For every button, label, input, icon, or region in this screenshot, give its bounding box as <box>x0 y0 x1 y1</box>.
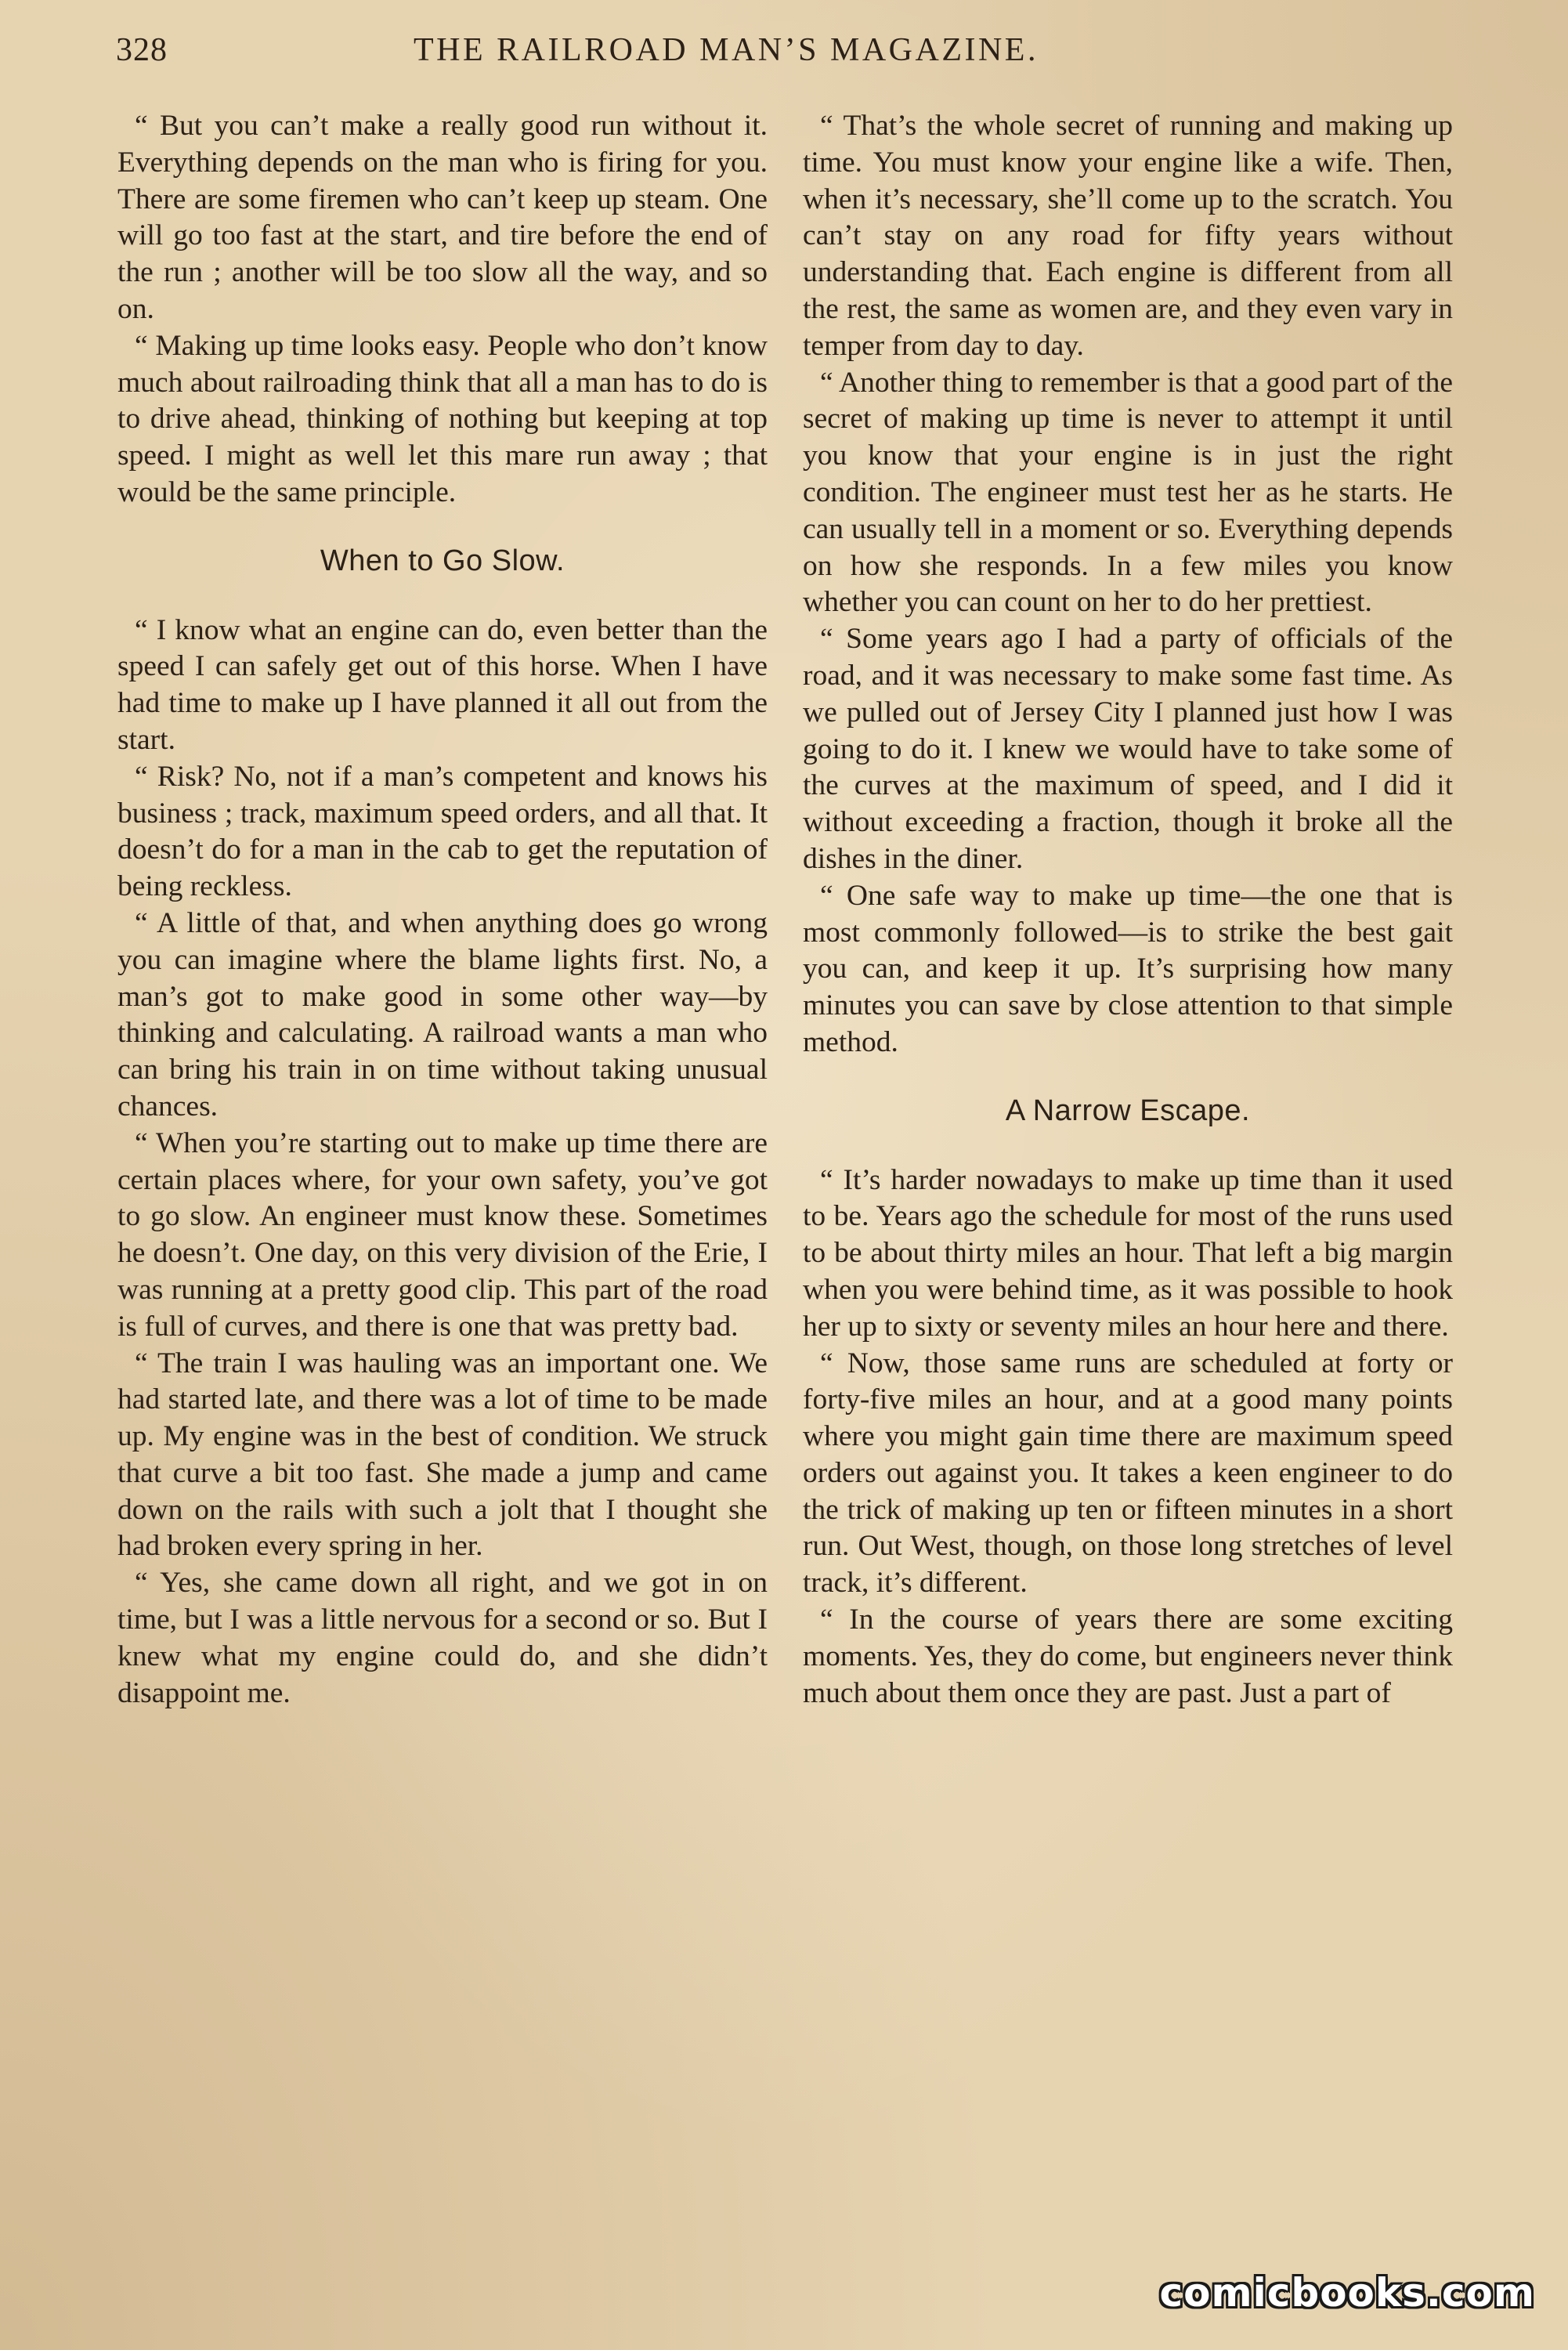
paragraph: “ In the course of years there are some exciting moments. Yes, they do come, but engineers never think much about them once they are past. Just a part of <box>803 1603 1453 1709</box>
paragraph: “ The train I was hauling was an important one. We had started late, and there was a lot of time to be made up. My engine was in the best of condition. We struck that curve a bit too fast. She made a jump and came down on the rails with such a jolt that I thought she had broken every spring in her. <box>117 1347 768 1563</box>
page-number: 328 <box>116 32 168 68</box>
paragraph: “ Another thing to remember is that a good part of the secret of making up time is never to attempt it until you know that your engine is in just the right condition. The engineer must test her as he starts. He can usually tell in a moment or so. Everything depends on how she responds. In a few miles you know whether you can count on her to do her prettiest. <box>803 366 1453 619</box>
paragraph: “ A little of that, and when anything does go wrong you can imagine where the blame lights first. No, a man’s got to make good in some other way—by thinking and calculating. A railroad wants a man who can bring his train in on time without taking unusual chances. <box>117 906 768 1123</box>
page-header <box>116 31 1447 78</box>
paragraph: “ Now, those same runs are scheduled at forty or forty-five miles an hour, and at a good many points where you might gain time there are maximum speed orders out against you. It takes a keen engineer to do the trick of making up ten or fifteen minutes in a short run. Out West, though, on those long stretches of level track, it’s different. <box>803 1347 1453 1600</box>
left-column <box>117 108 768 1712</box>
section-heading: A Narrow Escape. <box>1005 1094 1251 1127</box>
paragraph: “ When you’re starting out to make up time there are certain places where, for your own safety, you’ve got to go slow. An engineer must know these. Sometimes he doesn’t. One day, on this very division of the Erie, I was running at a pretty good clip. This part of the road is full of curves, and there is one that was pretty bad. <box>117 1126 768 1343</box>
paragraph: “ But you can’t make a really good run without it. Everything depends on the man who is firing for you. There are some firemen who can’t keep up steam. One will go too fast at the start, and tire before the end of the run ; another will be too slow all the way, and so on. <box>117 110 768 325</box>
paragraph: “ Making up time looks easy. People who don’t know much about railroading think that all a man has to do is to drive ahead, thinking of nothing but keeping at top speed. I might as well let this mare run away ; that would be the same principle. <box>117 329 768 508</box>
paragraph: “ That’s the whole secret of running and making up time. You must know your engine like a wife. Then, when it’s necessary, she’ll come up to the scratch. You can’t stay on any road for fifty years without understanding that. Each engine is different from all the rest, the same as women are, and they even vary in temper from day to day. <box>803 110 1453 362</box>
watermark-logo: comicbooks.com <box>1159 2270 1535 2316</box>
paragraph: “ Yes, she came down all right, and we got in on time, but I was a little nervous for a second or so. But I knew what my engine could do, and she didn’t disappoint me. <box>117 1567 768 1709</box>
section-heading: When to Go Slow. <box>320 544 565 577</box>
paragraph: “ Some years ago I had a party of officials of the road, and it was necessary to make some fast time. As we pulled out of Jersey City I planned just how I was going to do it. I knew we would have to take some of the curves at the maximum of speed, and I did it without exceeding a fraction, though it broke all the dishes in the diner. <box>803 623 1453 875</box>
paragraph: “ I know what an engine can do, even better than the speed I can safely get out of this horse. When I have had time to make up I have planned it all out from the start. <box>117 613 768 756</box>
running-title: THE RAILROAD MAN’S MAGAZINE. <box>414 32 1039 68</box>
paragraph: “ One safe way to make up time—the one that is most commonly followed—is to strike the best gait you can, and keep it up. It’s surprising how many minutes you can save by close attention to that simple method. <box>803 879 1453 1058</box>
right-column <box>803 108 1453 1712</box>
paragraph: “ Risk? No, not if a man’s competent and knows his business ; track, maximum speed orders, and all that. It doesn’t do for a man in the cab to get the reputation of being reckless. <box>117 760 768 903</box>
paragraph: “ It’s harder nowadays to make up time than it used to be. Years ago the schedule for most of the runs used to be about thirty miles an hour. That left a big margin when you were behind time, as it was possible to hook her up to sixty or seventy miles an hour here and there. <box>803 1163 1453 1343</box>
